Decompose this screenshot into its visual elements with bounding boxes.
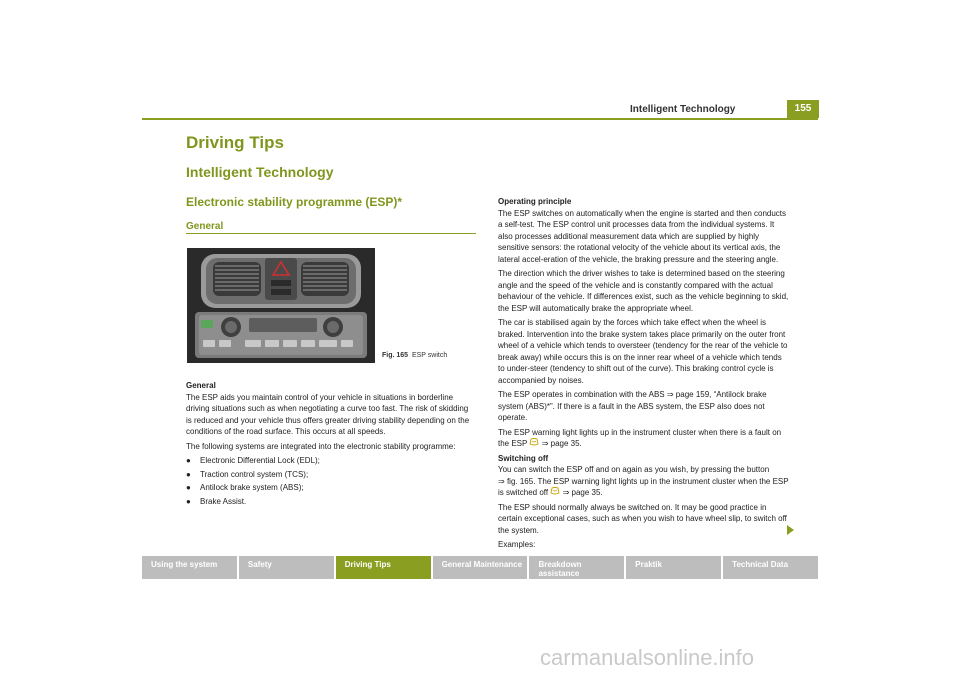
figure-165-link[interactable]: fig. 165 xyxy=(506,476,534,486)
topic-rule xyxy=(186,233,476,234)
reference-arrow-icon: ⇒ xyxy=(666,390,674,399)
right-column xyxy=(498,196,790,554)
reference-arrow-icon: ⇒ xyxy=(562,488,570,497)
switching-off-heading: Switching off xyxy=(498,453,549,463)
list-item: ● Electronic Differential Lock (EDL); xyxy=(186,456,320,465)
nav-tab-technical-data[interactable]: Technical Data xyxy=(723,556,818,579)
switching-paragraph-2: The ESP should normally always be switched on. It may be good practice in certain exceptional cases, such as when you wish to have wheel slip, to switch off the system. xyxy=(498,502,787,535)
operating-paragraph-5: The ESP warning light lights up in the instrument cluster when there is a fault on the ESP ⇒ page 35. xyxy=(498,427,782,448)
nav-tab-safety[interactable]: Safety xyxy=(239,556,336,579)
warning-light-page-link[interactable]: page 35. xyxy=(550,439,582,448)
examples-label: Examples: xyxy=(498,540,536,549)
operating-paragraph-3: The car is stabilised again by the forces which take effect when the wheel is braked. Intervention into the brake system takes place primarily on the outer front wheel of a vehicle which tends to oversteer (tendency for the rear of the vehicle to break away) while occurs this is on the inner rear wheel of a vehicle which tends to under-steer (tendency to shift out of the curve). This braking control cycle is accompanied by noises. xyxy=(498,318,788,385)
esp-warning-icon xyxy=(529,438,539,447)
general-paragraph-2: The following systems are integrated into the electronic stability programme: xyxy=(186,441,456,451)
figure-caption-text: ESP switch xyxy=(411,352,448,359)
esp-switch-figure xyxy=(187,248,375,363)
next-page-arrow-icon[interactable] xyxy=(787,525,794,535)
switch-off-page-link[interactable]: page 35. xyxy=(571,488,603,497)
chapter-navigation xyxy=(142,556,818,579)
operating-paragraph-1: The ESP switches on automatically when the engine is started and then conducts a self-test. The ESP control unit processes data from the individual systems. It also processes additional measurement data which are supplied by highly sensitive sensors: the rotational velocity of the vehicle about its vertical axis, the lateral accel-eration of the vehicle, the braking pressure and the steering angle. xyxy=(498,208,787,264)
left-column xyxy=(186,380,476,509)
dashboard-illustration xyxy=(187,248,375,363)
figure-caption xyxy=(382,352,447,359)
operating-paragraph-2: The direction which the driver wishes to take is determined based on the steering angle and the speed of the vehicle and is constantly compared with the actual behaviour of the vehicle. If differences exist, such as the vehicle beginning to skid, the ESP will automatically brake the appropriate wheel. xyxy=(498,269,789,313)
switching-paragraph-1: You can switch the ESP off and on again as you wish, by pressing the button ⇒ fig. 165. The ESP warning light lights up in the instrument cluster when the ESP is switched off ⇒ page 35. xyxy=(498,465,789,497)
bullet-icon: ● xyxy=(186,483,191,492)
general-heading: General xyxy=(186,381,216,390)
reference-arrow-icon: ⇒ xyxy=(498,476,505,486)
page-number: 155 xyxy=(787,100,819,118)
general-paragraph-1: The ESP aids you maintain control of your vehicle in situations in borderline driving situations such as when negotiating a curve too fast. The risk of skidding is reduced and your vehicle thus offers greater driving stability depending on the conditions of the road surface. This occurs at all speeds. xyxy=(186,392,470,436)
nav-tab-breakdown-assistance[interactable]: Breakdown assistance xyxy=(529,556,626,579)
watermark: carmanualsonline.info xyxy=(540,645,755,670)
running-header-title: Intelligent Technology xyxy=(630,104,736,115)
figure-caption-label: Fig. 165 xyxy=(382,352,409,359)
esp-warning-icon xyxy=(550,487,560,496)
section-title: Intelligent Technology xyxy=(186,164,334,180)
operating-principle-heading: Operating principle xyxy=(498,197,572,206)
list-item: ● Antilock brake system (ABS); xyxy=(186,483,304,492)
nav-tab-praktik[interactable]: Praktik xyxy=(626,556,723,579)
bullet-icon: ● xyxy=(186,469,191,479)
nav-tab-driving-tips[interactable]: Driving Tips xyxy=(336,556,433,579)
nav-tab-using-the-system[interactable]: Using the system xyxy=(142,556,239,579)
operating-paragraph-4: The ESP operates in combination with the ABS ⇒ page 159, “Antilock brake system (ABS)*”. If there is a fault in the ABS system, the ESP also does not operate. xyxy=(498,390,767,422)
bullet-icon: ● xyxy=(186,496,191,506)
bullet-icon: ● xyxy=(186,456,191,465)
integrated-systems-list xyxy=(186,455,476,507)
topic-title: General xyxy=(186,221,224,232)
abs-page-link[interactable]: page 159, “Antilock brake system (ABS)*”. If there is a fault in the ABS system, the ESP also does not operate. xyxy=(498,390,767,422)
header-rule xyxy=(142,118,818,120)
list-item: ● Traction control system (TCS); xyxy=(186,469,309,479)
reference-arrow-icon: ⇒ xyxy=(541,439,549,448)
nav-tab-general-maintenance[interactable]: General Maintenance xyxy=(433,556,530,579)
chapter-title: Driving Tips xyxy=(186,133,284,152)
list-item: ● Brake Assist. xyxy=(186,496,247,506)
subsection-title: Electronic stability programme (ESP)* xyxy=(186,195,403,209)
